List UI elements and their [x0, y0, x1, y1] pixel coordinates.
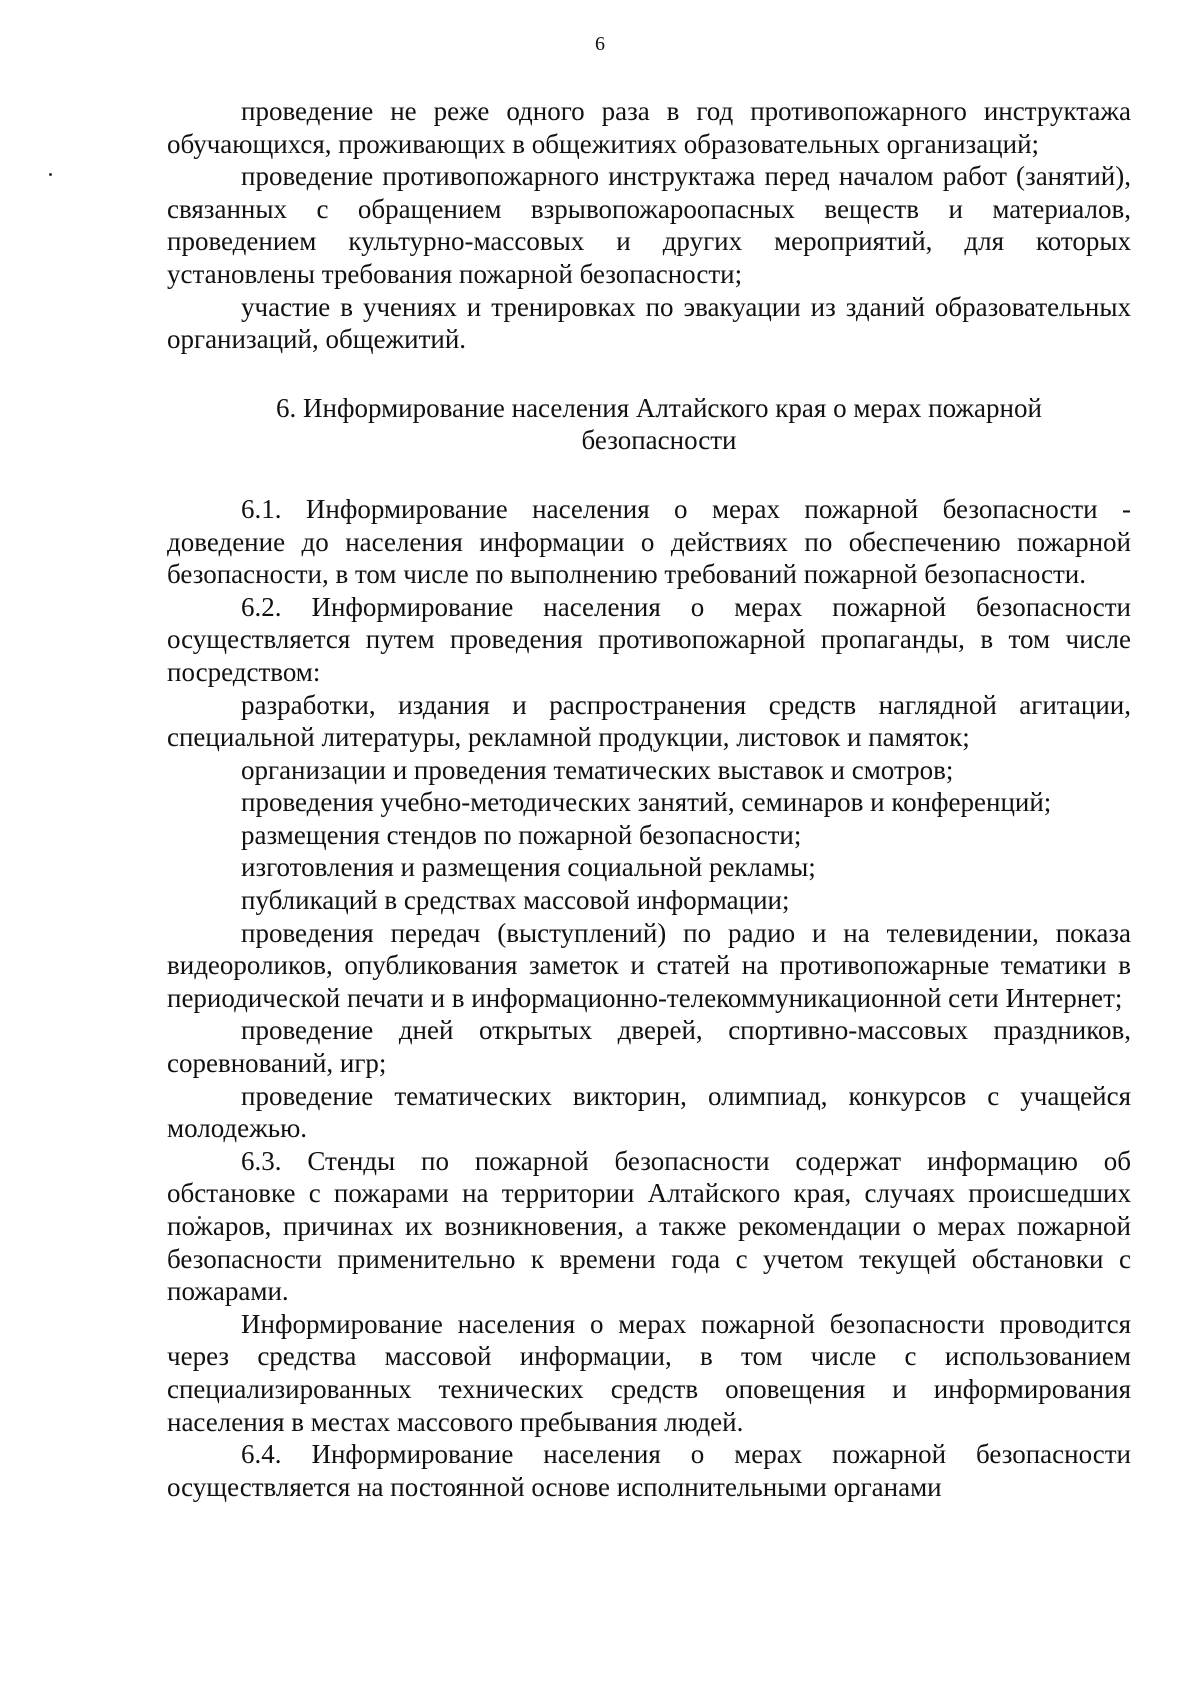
scan-speck — [49, 173, 52, 176]
paragraph: проведение противопожарного инструктажа перед началом работ (занятий), связанных с обращением взрывопожароопасных веществ и материалов, проведением культурно-массовых и других мероприятий, для которых установлены требования пожарной безопасности; — [167, 161, 1131, 289]
paragraph: проведение не реже одного раза в год противопожарного инструктажа обучающихся, проживающих в общежитиях образовательных организаций; — [167, 96, 1131, 159]
list-item: организации и проведения тематических выставок и смотров; — [241, 754, 954, 785]
document-body — [167, 95, 1131, 1503]
paragraph: 6.2. Информирование населения о мерах пожарной безопасности осуществляется путем проведения противопожарной пропаганды, в том числе посредством: — [167, 591, 1131, 687]
paragraph: 6.3. Стенды по пожарной безопасности содержат информацию об обстановке с пожарами на территории Алтайского края, случаях происшедших пожаров, причинах их возникновения, а также рекомендации о мерах пожарной безопасности применительно к времени года с учетом текущей обстановки с пожарами. — [167, 1145, 1131, 1307]
paragraph: участие в учениях и тренировках по эвакуации из зданий образовательных организаций, общежитий. — [167, 291, 1131, 355]
page-number: 6 — [595, 33, 605, 55]
section-heading: 6. Информирование населения Алтайского края о мерах пожарной безопасности — [276, 392, 1042, 456]
paragraph: 6.4. Информирование населения о мерах пожарной безопасности осуществляется на постоянной основе исполнительными органами — [167, 1439, 1131, 1502]
list-item: разработки, издания и распространения средств наглядной агитации, специальной литературы, рекламной продукции, листовок и памяток; — [167, 689, 1131, 753]
list-item: размещения стендов по пожарной безопасности; — [241, 819, 802, 850]
paragraph: Информирование населения о мерах пожарной безопасности проводится через средства массовой информации, в том числе с использованием специализированных технических средств оповещения и информирования населения в местах массового пребывания людей. — [167, 1308, 1131, 1437]
list-item: проведение дней открытых дверей, спортивно-массовых праздников, соревнований, игр; — [167, 1015, 1131, 1079]
list-item: проведение тематических викторин, олимпиад, конкурсов с учащейся молодежью. — [167, 1080, 1131, 1144]
list-item: проведения учебно-методических занятий, семинаров и конференций; — [241, 787, 1052, 818]
list-item: проведения передач (выступлений) по радио и на телевидении, показа видеороликов, опубликования заметок и статей на противопожарные тематики в периодической печати и в информационно-телекоммуникационной сети Интернет; — [167, 917, 1131, 1013]
paragraph: 6.1. Информирование населения о мерах пожарной безопасности - доведение до населения информации о действиях по обеспечению пожарной безопасности, в том числе по выполнению требований пожарной безопасности. — [167, 493, 1131, 590]
list-item: публикаций в средствах массовой информации; — [241, 885, 790, 916]
list-item: изготовления и размещения социальной рекламы; — [241, 852, 816, 883]
